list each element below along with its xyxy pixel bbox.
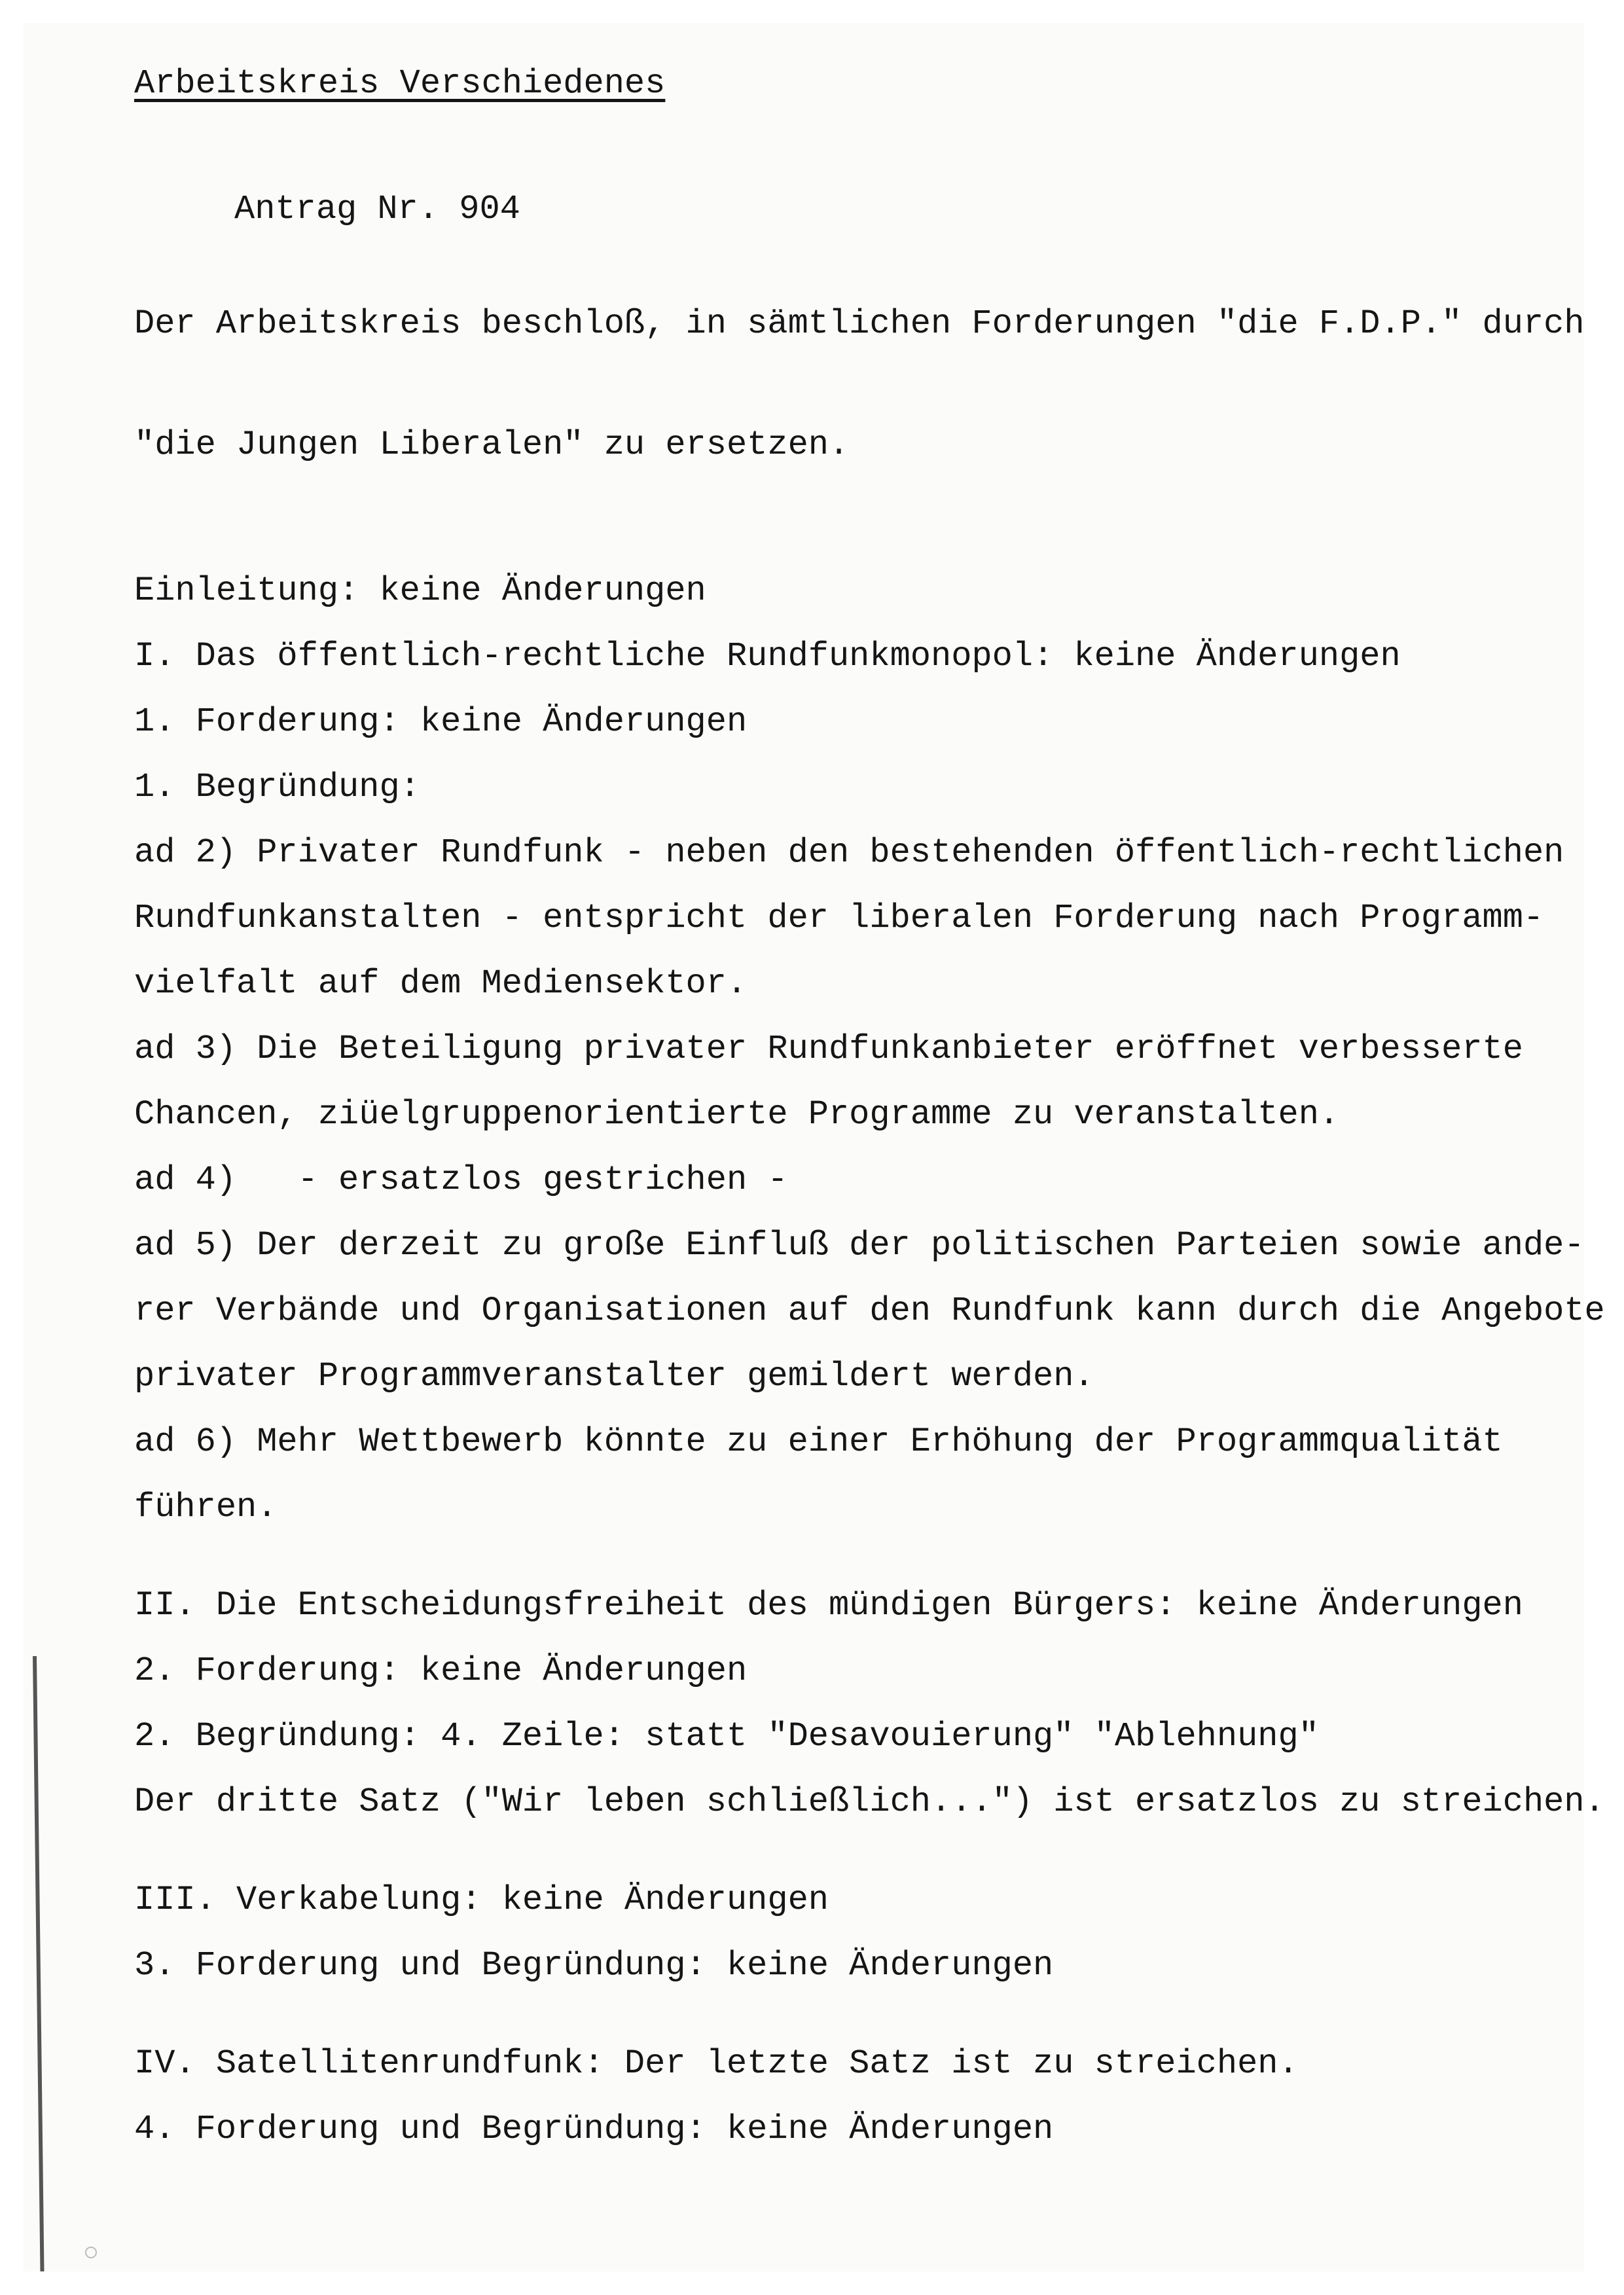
text-line: vielfalt auf dem Mediensektor. [134, 964, 748, 1003]
text-line: 1. Begründung: [134, 768, 420, 806]
text-line: IV. Satellitenrundfunk: Der letzte Satz ist zu streichen. [134, 2044, 1299, 2083]
text-line: rer Verbände und Organisationen auf den Rundfunk kann durch die Angebote [134, 1292, 1605, 1330]
text-line: ad 5) Der derzeit zu große Einfluß der politischen Parteien sowie ande- [134, 1226, 1585, 1265]
antrag-number: Antrag Nr. 904 [234, 190, 520, 228]
text-line: I. Das öffentlich-rechtliche Rundfunkmonopol: keine Änderungen [134, 637, 1401, 676]
text-line: 2. Begründung: 4. Zeile: statt "Desavouierung" "Ablehnung" [134, 1717, 1319, 1756]
paper-sheet [23, 23, 1584, 2271]
text-line: Rundfunkanstalten - entspricht der liberalen Forderung nach Programm- [134, 899, 1544, 937]
text-line: 1. Forderung: keine Änderungen [134, 702, 748, 741]
document-heading: Arbeitskreis Verschiedenes [134, 64, 666, 103]
text-line: III. Verkabelung: keine Änderungen [134, 1881, 829, 1919]
intro-line: Der Arbeitskreis beschloß, in sämtlichen Forderungen "die F.D.P." durch [134, 304, 1585, 343]
punch-mark [85, 2247, 97, 2258]
text-line: ad 4) - ersatzlos gestrichen - [134, 1161, 788, 1199]
text-line: Der dritte Satz ("Wir leben schließlich...") ist ersatzlos zu streichen. [134, 1782, 1605, 1821]
text-line: ad 2) Privater Rundfunk - neben den bestehenden öffentlich-rechtlichen [134, 833, 1564, 872]
text-line: ad 3) Die Beteiligung privater Rundfunkanbieter eröffnet verbesserte [134, 1030, 1523, 1068]
text-line: Einleitung: keine Änderungen [134, 571, 706, 610]
text-line: ad 6) Mehr Wettbewerb könnte zu einer Erhöhung der Programmqualität [134, 1422, 1503, 1461]
text-line: 3. Forderung und Begründung: keine Änderungen [134, 1946, 1054, 1985]
text-line: Chancen, ziüelgruppenorientierte Programme zu veranstalten. [134, 1095, 1340, 1134]
intro-line: "die Jungen Liberalen" zu ersetzen. [134, 425, 850, 464]
text-line: privater Programmveranstalter gemildert werden. [134, 1357, 1094, 1396]
text-line: II. Die Entscheidungsfreiheit des mündigen Bürgers: keine Änderungen [134, 1586, 1523, 1625]
text-line: 2. Forderung: keine Änderungen [134, 1652, 748, 1690]
text-line: führen. [134, 1488, 278, 1527]
text-line: 4. Forderung und Begründung: keine Änderungen [134, 2110, 1054, 2148]
